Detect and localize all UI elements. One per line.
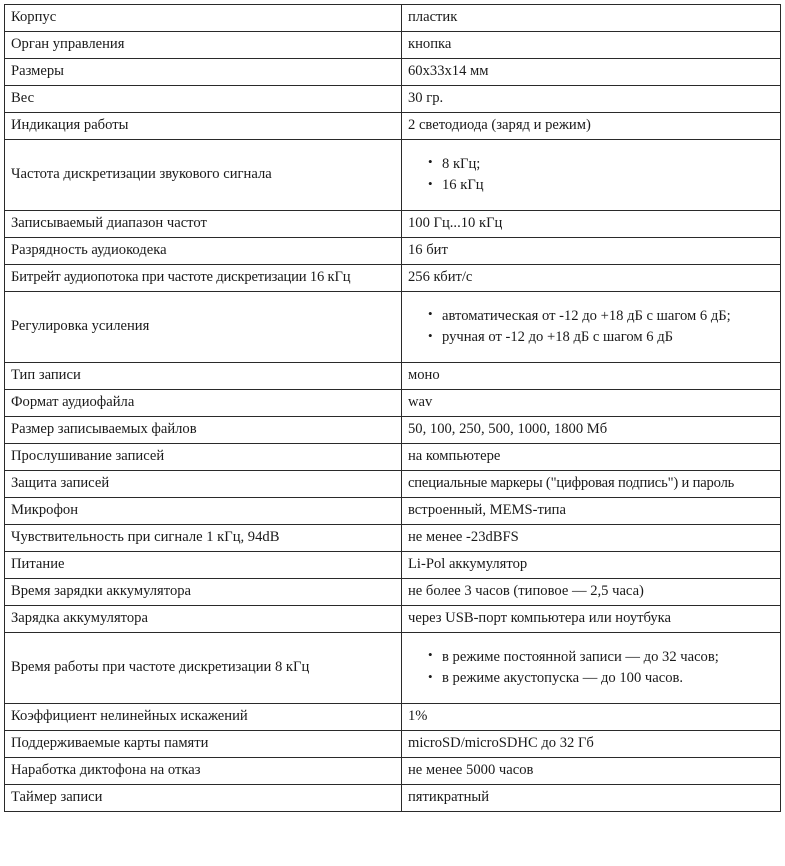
value-cell: моно	[402, 363, 781, 390]
value-cell: пластик	[402, 5, 781, 32]
value-bullet-list	[408, 647, 774, 689]
value-cell	[402, 140, 781, 211]
parameter-cell: Чувствительность при сигнале 1 кГц, 94dB	[5, 525, 402, 552]
value-cell: Li-Pol аккумулятор	[402, 552, 781, 579]
parameter-cell: Прослушивание записей	[5, 444, 402, 471]
table-row	[5, 211, 781, 238]
table-row	[5, 86, 781, 113]
parameter-cell: Корпус	[5, 5, 402, 32]
table-row	[5, 5, 781, 32]
table-row	[5, 471, 781, 498]
parameter-cell: Разрядность аудиокодека	[5, 238, 402, 265]
table-row	[5, 606, 781, 633]
table-row	[5, 32, 781, 59]
table-row	[5, 59, 781, 86]
value-cell: 100 Гц...10 кГц	[402, 211, 781, 238]
parameter-cell: Регулировка усиления	[5, 292, 402, 363]
parameter-cell: Битрейт аудиопотока при частоте дискретизации 16 кГц	[5, 265, 402, 292]
parameter-cell: Время зарядки аккумулятора	[5, 579, 402, 606]
table-row	[5, 785, 781, 812]
value-bullet-list	[408, 306, 774, 348]
value-cell: 60x33x14 мм	[402, 59, 781, 86]
parameter-cell: Наработка диктофона на отказ	[5, 758, 402, 785]
table-row	[5, 731, 781, 758]
table-row	[5, 498, 781, 525]
list-item: • в режиме постоянной записи — до 32 часов;	[442, 647, 774, 668]
table-row	[5, 579, 781, 606]
parameter-cell: Поддерживаемые карты памяти	[5, 731, 402, 758]
value-cell: через USB-порт компьютера или ноутбука	[402, 606, 781, 633]
table-row	[5, 113, 781, 140]
parameter-cell: Размеры	[5, 59, 402, 86]
parameter-cell: Формат аудиофайла	[5, 390, 402, 417]
value-cell: на компьютере	[402, 444, 781, 471]
table-row	[5, 704, 781, 731]
value-cell: не менее 5000 часов	[402, 758, 781, 785]
table-row	[5, 390, 781, 417]
value-cell: встроенный, MEMS-типа	[402, 498, 781, 525]
parameter-cell: Размер записываемых файлов	[5, 417, 402, 444]
value-cell: 16 бит	[402, 238, 781, 265]
parameter-cell: Коэффициент нелинейных искажений	[5, 704, 402, 731]
value-cell: 2 светодиода (заряд и режим)	[402, 113, 781, 140]
table-row	[5, 444, 781, 471]
table-row	[5, 552, 781, 579]
value-cell: microSD/microSDHC до 32 Гб	[402, 731, 781, 758]
list-item: • 16 кГц	[442, 175, 774, 196]
list-item: • автоматическая от -12 до +18 дБ с шагом 6 дБ;	[442, 306, 774, 327]
parameter-cell: Орган управления	[5, 32, 402, 59]
parameter-cell: Микрофон	[5, 498, 402, 525]
table-row	[5, 140, 781, 211]
value-cell: 30 гр.	[402, 86, 781, 113]
parameter-cell: Таймер записи	[5, 785, 402, 812]
table-row	[5, 363, 781, 390]
value-cell	[402, 292, 781, 363]
table-row	[5, 417, 781, 444]
value-cell	[402, 633, 781, 704]
parameter-cell: Защита записей	[5, 471, 402, 498]
specification-table-body	[5, 5, 781, 812]
value-bullet-list	[408, 154, 774, 196]
value-cell: не менее -23dBFS	[402, 525, 781, 552]
value-cell: wav	[402, 390, 781, 417]
parameter-cell: Тип записи	[5, 363, 402, 390]
value-cell: 256 кбит/с	[402, 265, 781, 292]
parameter-cell: Вес	[5, 86, 402, 113]
table-row	[5, 633, 781, 704]
table-row	[5, 758, 781, 785]
specification-table	[4, 4, 781, 812]
value-cell: не более 3 часов (типовое — 2,5 часа)	[402, 579, 781, 606]
list-item: • в режиме акустопуска — до 100 часов.	[442, 668, 774, 689]
parameter-cell: Частота дискретизации звукового сигнала	[5, 140, 402, 211]
table-row	[5, 265, 781, 292]
value-cell: пятикратный	[402, 785, 781, 812]
value-cell: специальные маркеры ("цифровая подпись") и пароль	[402, 471, 781, 498]
parameter-cell: Зарядка аккумулятора	[5, 606, 402, 633]
table-row	[5, 238, 781, 265]
parameter-cell: Индикация работы	[5, 113, 402, 140]
list-item: • 8 кГц;	[442, 154, 774, 175]
value-cell: 50, 100, 250, 500, 1000, 1800 Мб	[402, 417, 781, 444]
value-cell: кнопка	[402, 32, 781, 59]
table-row	[5, 525, 781, 552]
parameter-cell: Время работы при частоте дискретизации 8 кГц	[5, 633, 402, 704]
parameter-cell: Питание	[5, 552, 402, 579]
table-row	[5, 292, 781, 363]
value-cell: 1%	[402, 704, 781, 731]
list-item: • ручная от -12 до +18 дБ с шагом 6 дБ	[442, 327, 774, 348]
parameter-cell: Записываемый диапазон частот	[5, 211, 402, 238]
